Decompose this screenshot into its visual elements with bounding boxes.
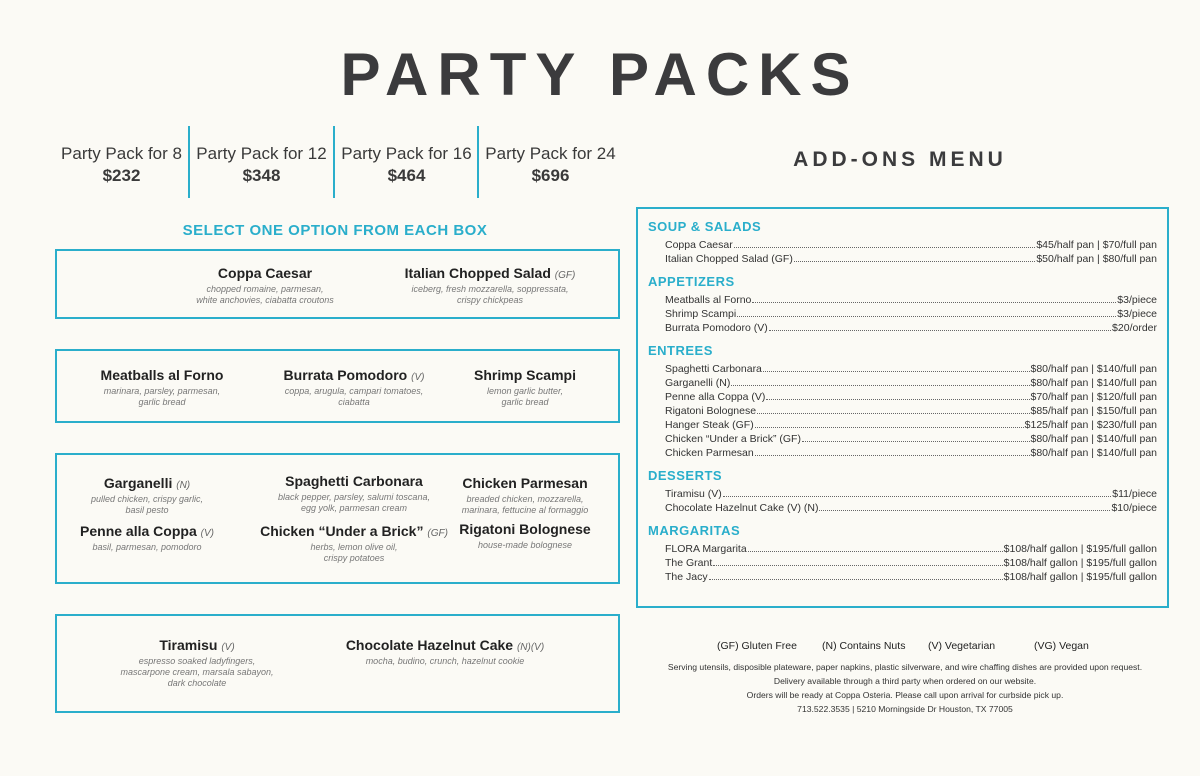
addon-name: FLORA Margarita [665, 543, 747, 555]
addon-price: $80/half pan | $140/full pan [1030, 377, 1157, 389]
addon-item [648, 542, 1157, 556]
desc-line: breaded chicken, mozzarella, [466, 494, 584, 504]
menu-option [260, 523, 448, 564]
option-name [405, 265, 576, 281]
addon-name: Chicken “Under a Brick” (GF) [665, 433, 801, 445]
leader-dots [713, 556, 1002, 566]
desc-line: white anchovies, ciabatta croutons [196, 295, 334, 305]
desc-line: crispy potatoes [323, 553, 385, 563]
desc-line: garlic bread [501, 397, 549, 407]
leader-dots [748, 542, 1003, 552]
leader-dots [763, 362, 1030, 372]
option-title: Meatballs al Forno [100, 367, 224, 383]
option-name [120, 637, 273, 653]
pack-label: Party Pack for 8 [61, 144, 182, 163]
addon-item [648, 556, 1157, 570]
option-desc [462, 494, 589, 516]
option-title: Rigatoni Bolognese [459, 521, 591, 537]
desc-line: herbs, lemon olive oil, [310, 542, 398, 552]
addon-item [648, 487, 1157, 501]
diet-tag: (N)(V) [516, 642, 545, 653]
option-desc [474, 386, 576, 408]
notes [640, 660, 1170, 716]
addon-section-heading: MARGARITAS [648, 523, 741, 538]
menu-option [346, 637, 544, 667]
menu-option [91, 475, 203, 516]
menu-option [101, 367, 224, 408]
leader-dots [731, 376, 1029, 386]
addon-section-heading: SOUP & SALADS [648, 219, 762, 234]
page-title: PARTY PACKS [340, 41, 860, 108]
addon-price: $10/piece [1111, 502, 1157, 514]
addon-name: Burrata Pomodoro (V) [665, 322, 768, 334]
desc-line: lemon garlic butter, [486, 386, 564, 396]
addon-item [648, 321, 1157, 335]
addon-item [648, 307, 1157, 321]
addon-section-heading: DESSERTS [648, 468, 723, 483]
option-title: Spaghetti Carbonara [285, 473, 423, 489]
salad-box [55, 249, 620, 319]
addon-name: Meatballs al Forno [665, 294, 752, 306]
addon-item [648, 362, 1157, 376]
leader-dots [755, 446, 1030, 456]
select-heading: SELECT ONE OPTION FROM EACH BOX [182, 222, 488, 239]
option-name [284, 367, 425, 383]
leader-dots [819, 501, 1110, 511]
leader-dots [709, 570, 1003, 580]
option-title: Tiramisu [159, 637, 218, 653]
addon-price: $108/half gallon | $195/full gallon [1003, 543, 1157, 555]
desc-line: ciabatta [338, 397, 370, 407]
option-title: Chocolate Hazelnut Cake [345, 637, 514, 653]
option-name [474, 367, 576, 383]
addon-name: The Grant [665, 557, 713, 569]
addon-item [648, 501, 1157, 515]
menu-option [459, 521, 590, 562]
legend-n: (N) Contains Nuts [822, 640, 906, 652]
option-desc [101, 386, 224, 408]
option-name [346, 637, 544, 653]
addon-price: $3/piece [1117, 294, 1157, 306]
desc-line: mascarpone cream, marsala sabayon, [120, 667, 274, 677]
appetizer-box [55, 349, 620, 423]
addon-item [648, 418, 1157, 432]
desc-line [459, 551, 590, 562]
addon-price: $45/half pan | $70/full pan [1036, 239, 1157, 251]
option-desc [459, 540, 590, 562]
desc-line: black pepper, parsley, salumi toscana, [278, 492, 430, 502]
option-desc [260, 542, 448, 564]
leader-dots [737, 307, 1116, 317]
addon-price: $108/half gallon | $195/full gallon [1003, 571, 1157, 583]
option-name [80, 523, 214, 539]
leader-dots [723, 487, 1111, 497]
leader-dots [752, 293, 1116, 303]
addon-item [648, 293, 1157, 307]
option-desc [196, 284, 334, 306]
menu-option [405, 265, 576, 306]
addon-name: Rigatoni Bolognese [665, 405, 757, 417]
diet-tag: (GF) [427, 528, 448, 539]
party-pack-24 [479, 143, 622, 187]
addon-price: $3/piece [1117, 308, 1157, 320]
addon-name: Shrimp Scampi [665, 308, 737, 320]
option-name [196, 265, 334, 281]
leader-dots [755, 418, 1024, 428]
option-desc [120, 656, 273, 689]
leader-dots [802, 432, 1030, 442]
desc-line: espresso soaked ladyfingers, [138, 656, 256, 666]
leader-dots [794, 252, 1036, 262]
addon-item [648, 432, 1157, 446]
option-desc [91, 494, 203, 516]
addon-name: Penne alla Coppa (V) [665, 391, 766, 403]
addon-price: $80/half pan | $140/full pan [1030, 363, 1157, 375]
pack-price: $232 [102, 166, 141, 185]
menu-option [120, 637, 273, 689]
option-title: Chicken Parmesan [462, 475, 588, 491]
leader-dots [757, 404, 1029, 414]
desc-line: dark chocolate [167, 678, 227, 688]
note-line: Delivery available through a third party when ordered on our website. [773, 676, 1037, 686]
diet-tag: (N) [176, 480, 191, 491]
addon-price: $20/order [1112, 322, 1157, 334]
menu-option [278, 473, 430, 514]
legend-vg: (VG) Vegan [1034, 640, 1089, 652]
party-pack-8 [55, 143, 188, 187]
desc-line: house-made bolognese [477, 540, 573, 550]
addon-name: Spaghetti Carbonara [665, 363, 762, 375]
pack-price: $696 [531, 166, 570, 185]
addon-name: Coppa Caesar [665, 239, 733, 251]
option-title: Chicken “Under a Brick” [260, 523, 424, 539]
desc-line: marinara, parsley, parmesan, [103, 386, 221, 396]
addon-item [648, 404, 1157, 418]
desc-line: pulled chicken, crispy garlic, [90, 494, 204, 504]
addon-name: Italian Chopped Salad (GF) [665, 253, 793, 265]
option-desc [346, 656, 544, 667]
menu-option [80, 523, 214, 564]
addon-price: $80/half pan | $140/full pan [1030, 447, 1157, 459]
legend-v: (V) Vegetarian [928, 640, 996, 652]
addon-item [648, 570, 1157, 584]
menu-option [196, 265, 334, 306]
option-desc [80, 542, 214, 564]
addon-name: Tiramisu (V) [665, 488, 722, 500]
addon-name: Garganelli (N) [665, 377, 731, 389]
desc-line: garlic bread [138, 397, 186, 407]
addon-price: $70/half pan | $120/full pan [1030, 391, 1157, 403]
addon-item [648, 446, 1157, 460]
desc-line: basil pesto [125, 505, 169, 515]
option-name [101, 367, 224, 383]
addon-item [648, 376, 1157, 390]
leader-dots [769, 321, 1111, 331]
diet-tag: (V) [221, 642, 235, 653]
entree-box [55, 453, 620, 584]
option-title: Italian Chopped Salad [404, 265, 551, 281]
desc-line: iceberg, fresh mozzarella, soppressata, [411, 284, 569, 294]
pack-price: $348 [242, 166, 281, 185]
addons-title: ADD-ONS MENU [793, 148, 1007, 171]
addon-price: $85/half pan | $150/full pan [1030, 405, 1157, 417]
desc-line: crispy chickpeas [456, 295, 524, 305]
leader-dots [766, 390, 1029, 400]
desc-line: chopped romaine, parmesan, [206, 284, 324, 294]
option-name [462, 475, 589, 491]
option-name [459, 521, 590, 537]
party-pack-12 [190, 143, 333, 187]
addon-item [648, 390, 1157, 404]
addon-name: Hanger Steak (GF) [665, 419, 754, 431]
desc-line: marinara, fettucine al formaggio [461, 505, 589, 515]
option-title: Burrata Pomodoro [283, 367, 408, 383]
option-desc [284, 386, 425, 408]
addon-price: $50/half pan | $80/full pan [1036, 253, 1157, 265]
option-desc [405, 284, 576, 306]
legend-gf: (GF) Gluten Free [717, 640, 797, 652]
party-pack-16 [335, 143, 478, 187]
option-title: Shrimp Scampi [474, 367, 576, 383]
addon-price: $80/half pan | $140/full pan [1030, 433, 1157, 445]
addon-price: $11/piece [1112, 488, 1157, 500]
menu-option [474, 367, 576, 408]
pack-label: Party Pack for 16 [341, 144, 472, 163]
addons-menu [636, 207, 1169, 608]
option-desc [278, 492, 430, 514]
desc-line: basil, parmesan, pomodoro [92, 542, 202, 552]
note-line: Orders will be ready at Coppa Osteria. Please call upon arrival for curbside pick up. [746, 690, 1064, 700]
diet-tag: (V) [200, 528, 214, 539]
leader-dots [734, 238, 1036, 248]
option-name [91, 475, 203, 491]
addon-item [648, 238, 1157, 252]
desc-line [80, 553, 214, 564]
addon-price: $125/half pan | $230/full pan [1024, 419, 1157, 431]
diet-tag: (V) [411, 372, 425, 383]
option-name [278, 473, 430, 489]
note-line: Serving utensils, disposible plateware, paper napkins, plastic silverware, and wire chaffing dishes are provided upon request. [667, 662, 1143, 672]
desc-line: mocha, budino, crunch, hazelnut cookie [365, 656, 525, 666]
pack-price: $464 [387, 166, 426, 185]
addon-price: $108/half gallon | $195/full gallon [1003, 557, 1157, 569]
pack-label: Party Pack for 12 [196, 144, 327, 163]
desc-line: egg yolk, parmesan cream [300, 503, 408, 513]
option-name [260, 523, 448, 539]
addon-section-heading: ENTREES [648, 343, 713, 358]
addon-item [648, 252, 1157, 266]
diet-tag: (GF) [554, 270, 576, 281]
desc-line: coppa, arugula, campari tomatoes, [284, 386, 424, 396]
option-title: Garganelli [103, 475, 173, 491]
note-line: 713.522.3535 | 5210 Morningside Dr Houston, TX 77005 [797, 704, 1013, 714]
menu-option [462, 475, 589, 516]
dessert-box [55, 614, 620, 713]
option-title: Coppa Caesar [217, 265, 313, 281]
pack-label: Party Pack for 24 [485, 144, 616, 163]
menu-option [284, 367, 425, 408]
option-title: Penne alla Coppa [80, 523, 197, 539]
addon-section-heading: APPETIZERS [648, 274, 735, 289]
addon-name: Chicken Parmesan [665, 447, 754, 459]
addon-name: The Jacy [665, 571, 708, 583]
addon-name: Chocolate Hazelnut Cake (V) (N) [665, 502, 819, 514]
